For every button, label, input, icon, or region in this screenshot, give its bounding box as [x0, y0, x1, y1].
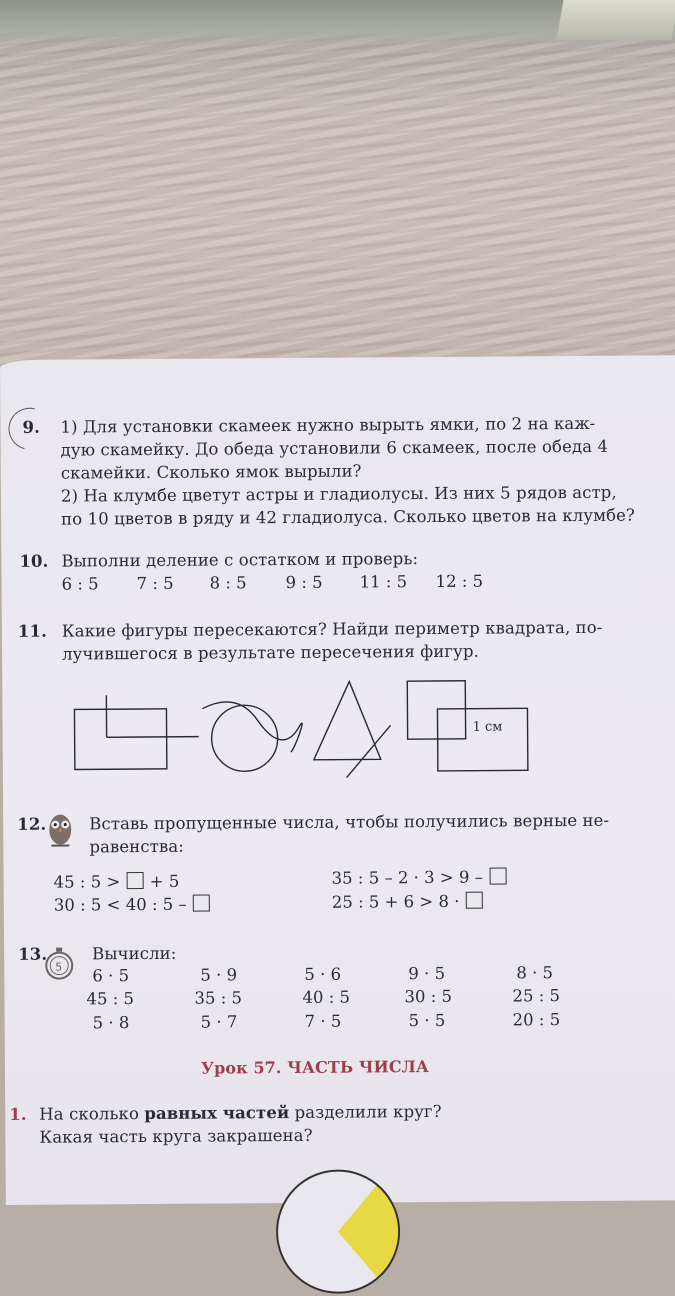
ex12-right-2: 25 : 5 + 6 > 8 · [332, 892, 484, 912]
stopwatch-icon [42, 944, 76, 982]
ex12-line-1: Вставь пропущенные числа, чтобы получились верные не- [89, 811, 609, 834]
figure-square [407, 681, 465, 739]
ex13-cell: 45 : 5 [86, 989, 134, 1008]
ex13-cell: 8 · 5 [516, 963, 553, 982]
ex12-left-1: 45 : 5 > + 5 [54, 872, 180, 892]
ex12-right-1: 35 : 5 – 2 · 3 > 9 – [332, 867, 508, 887]
lesson-ex1-number: 1. [9, 1105, 27, 1124]
ex10-item: 8 : 5 [209, 573, 246, 592]
ex13-cell: 25 : 5 [512, 986, 560, 1005]
figure-line [345, 725, 391, 779]
book-corner [556, 0, 675, 40]
ex9-line-2: дую скамейку. До обеда установили 6 скамеек, после обеда 4 [61, 437, 609, 460]
ex13-cell: 5 · 9 [200, 965, 237, 984]
ex11-line-2: лучившегося в результате пересечения фигур. [62, 642, 479, 664]
figure-rectangle-2 [437, 708, 527, 771]
figure-curve [202, 701, 302, 752]
lesson-heading: Урок 57. ЧАСТЬ ЧИСЛА [201, 1057, 429, 1078]
ex11-line-1: Какие фигуры пересекаются? Найди периметр квадрата, по- [62, 618, 603, 641]
ex10-item: 11 : 5 [359, 572, 407, 591]
figure-rectangle [74, 709, 166, 770]
ex13-number: 13. [18, 945, 47, 964]
svg-text:5: 5 [55, 961, 62, 974]
textbook-page [0, 355, 675, 1205]
ex13-cell: 30 : 5 [404, 987, 452, 1006]
ex13-cell: 6 · 5 [92, 966, 129, 985]
ex12-line-2: равенства: [89, 837, 184, 857]
ex13-cell: 5 · 8 [93, 1013, 130, 1032]
ex9-line-1: 1) Для установки скамеек нужно вырыть ямки, по 2 на каж- [60, 414, 595, 437]
answer-box[interactable] [466, 892, 483, 909]
ex12-left-2: 30 : 5 < 40 : 5 – [54, 895, 211, 915]
ex13-cell: 40 : 5 [302, 988, 350, 1007]
ex12-number: 12. [17, 815, 46, 834]
ex9-line-3: скамейки. Сколько ямок вырыли? [61, 461, 362, 482]
ex10-item: 9 : 5 [285, 573, 322, 592]
figure-circle [211, 705, 277, 771]
ex9-line-5: по 10 цветов в ряду и 42 гладиолуса. Сколько цветов на клумбе? [61, 506, 635, 529]
ex13-cell: 5 · 5 [409, 1011, 446, 1030]
ex10-number: 10. [19, 552, 48, 571]
ex9-number: 9. [22, 418, 40, 437]
ex11-number: 11. [18, 622, 47, 641]
ex13-cell: 20 : 5 [513, 1010, 561, 1029]
ex10-item: 7 : 5 [136, 574, 173, 593]
shaded-circle-figure [276, 1169, 401, 1294]
ex13-cell: 35 : 5 [194, 988, 242, 1007]
ex10-item: 12 : 5 [435, 572, 483, 591]
ex13-title: Вычисли: [92, 944, 176, 964]
ex13-cell: 9 · 5 [408, 964, 445, 983]
ex13-cell: 7 · 5 [305, 1012, 342, 1031]
answer-box[interactable] [489, 867, 506, 884]
ex13-cell: 5 · 6 [304, 965, 341, 984]
ex9-line-4: 2) На клумбе цветут астры и гладиолусы. Из них 5 рядов астр, [61, 483, 617, 506]
answer-box[interactable] [126, 872, 143, 889]
intersecting-figures [62, 666, 543, 779]
lesson-ex1-line-2: Какая часть круга закрашена? [39, 1126, 312, 1147]
figure-label: 1 см [473, 720, 503, 735]
figure-horizontal-segment [107, 737, 199, 738]
ex13-cell: 5 · 7 [201, 1012, 238, 1031]
table-surface [0, 0, 675, 375]
ex10-item: 6 : 5 [61, 574, 98, 593]
lesson-ex1-line-1: На сколько равных частей разделили круг? [39, 1102, 442, 1124]
answer-box[interactable] [193, 895, 210, 912]
ex10-title: Выполни деление с остатком и проверь: [61, 549, 418, 570]
owl-icon [45, 807, 75, 851]
